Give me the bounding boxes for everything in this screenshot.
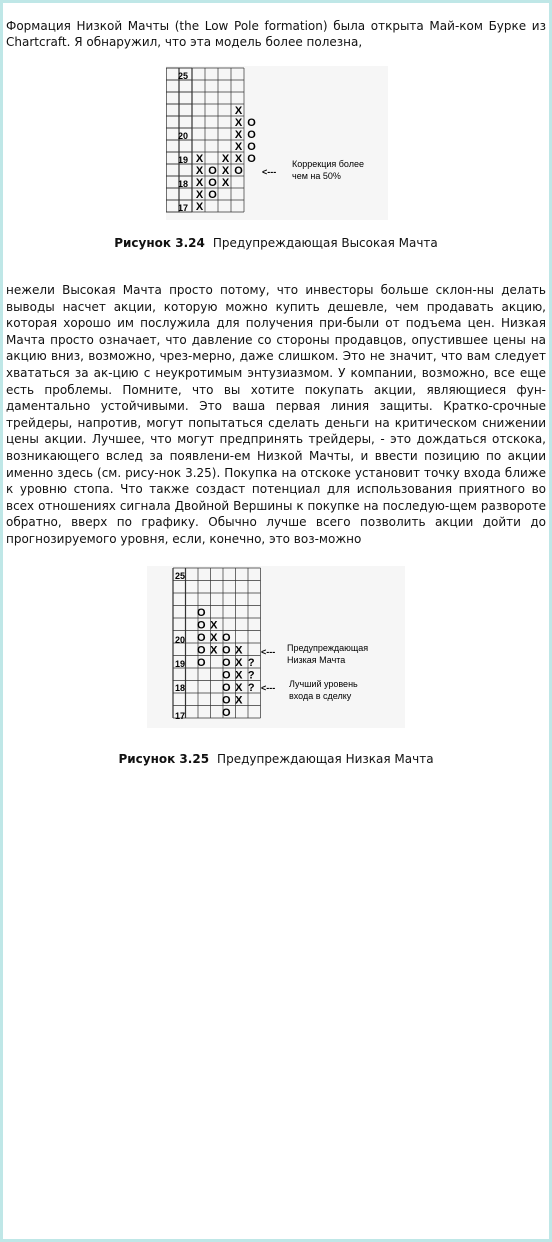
x-mark: X xyxy=(221,177,230,189)
x-mark: X xyxy=(235,644,243,657)
annotation-arrow: <--- xyxy=(262,167,277,177)
x-mark: X xyxy=(235,656,243,669)
annotation-1-line-1: Предупреждающая xyxy=(287,643,369,653)
x-mark: X xyxy=(195,201,204,213)
o-mark: O xyxy=(247,153,256,165)
price-label-20: 20 xyxy=(175,635,186,645)
x-mark: X xyxy=(195,177,204,189)
x-mark: X xyxy=(210,644,218,657)
o-mark: O xyxy=(196,644,206,657)
o-mark: O xyxy=(221,669,231,682)
body-paragraph-block xyxy=(6,282,546,548)
x-mark: X xyxy=(234,105,243,117)
o-mark: O xyxy=(247,129,256,141)
figure-1-caption-text: Предупреждающая Высокая Мачта xyxy=(212,236,438,250)
o-mark: O xyxy=(196,606,206,619)
price-label-19: 19 xyxy=(178,155,189,165)
x-mark: X xyxy=(235,669,243,682)
annotation-arrow-2: <--- xyxy=(261,683,276,693)
x-mark: X xyxy=(221,165,230,177)
o-mark: O xyxy=(221,681,231,694)
price-label-17: 17 xyxy=(178,203,189,213)
annotation-2-line-1: Лучший уровень xyxy=(289,679,358,689)
x-mark: X xyxy=(234,153,243,165)
o-mark: O xyxy=(196,631,206,644)
question-mark: ? xyxy=(247,669,255,682)
x-mark: X xyxy=(210,631,218,644)
annotation-line-2: чем на 50% xyxy=(292,171,341,181)
figure-high-pole-chart xyxy=(166,66,388,220)
o-mark: O xyxy=(221,656,231,669)
price-label-20: 20 xyxy=(178,131,189,141)
price-label-19: 19 xyxy=(175,659,186,669)
annotation-1-line-2: Низкая Мачта xyxy=(287,655,346,665)
o-mark: O xyxy=(247,117,256,129)
x-mark: X xyxy=(195,165,204,177)
figure-1-caption xyxy=(0,236,552,250)
question-mark: ? xyxy=(247,681,255,694)
price-label-25: 25 xyxy=(175,571,186,581)
price-label-18: 18 xyxy=(175,683,186,693)
o-mark: O xyxy=(247,141,256,153)
o-mark: O xyxy=(196,656,206,669)
annotation-line-1: Коррекция более xyxy=(292,159,364,169)
o-mark: O xyxy=(221,644,231,657)
x-mark: X xyxy=(234,141,243,153)
o-mark: O xyxy=(208,177,217,189)
x-mark: X xyxy=(234,117,243,129)
annotation-2-line-2: входа в сделку xyxy=(289,691,352,701)
o-mark: O xyxy=(221,706,231,719)
price-label-25: 25 xyxy=(178,71,189,81)
price-label-17: 17 xyxy=(175,711,186,721)
x-mark: X xyxy=(221,153,230,165)
o-mark: O xyxy=(221,694,231,707)
x-mark: X xyxy=(235,681,243,694)
o-mark: O xyxy=(208,189,217,201)
chart-marks xyxy=(197,607,255,719)
o-mark: O xyxy=(196,619,206,632)
figure-low-pole-chart xyxy=(147,566,405,728)
price-label-18: 18 xyxy=(178,179,189,189)
figure-2-caption xyxy=(0,752,552,766)
x-mark: X xyxy=(234,129,243,141)
x-mark: X xyxy=(195,153,204,165)
o-mark: O xyxy=(208,165,217,177)
x-mark: X xyxy=(195,189,204,201)
figure-1-caption-label: Рисунок 3.24 xyxy=(114,236,205,250)
intro-paragraph: Формация Низкой Мачты (the Low Pole formation) была открыта Май-ком Бурке из Chartcraft. Я обнаружил, что эта модель более полезна, xyxy=(6,19,546,50)
annotation-arrow-1: <--- xyxy=(261,647,276,657)
o-mark: O xyxy=(234,165,243,177)
question-mark: ? xyxy=(247,656,255,669)
x-mark: X xyxy=(210,619,218,632)
figure-2-caption-text: Предупреждающая Низкая Мачта xyxy=(217,752,434,766)
o-mark: O xyxy=(221,631,231,644)
body-paragraph: нежели Высокая Мачта просто потому, что инвесторы больше склон-ны делать выводы насчет акции, которую можно купить дешевле, чем продавать акцию, которая хорошо им послужила для получения при-были от подъема цен. Низкая Мачта просто означает, что давление со стороны продавцов, опустившее цены на акцию вниз, возможно, чрез-мерно, даже слишком. Это не значит, что вам следует хвататься за ак-цию с неукротимым энтузиазмом. У компании, возможно, все еще есть проблемы. Помните, что вы хотите покупать акции, являющиеся фун-даментально устойчивыми. Это ваша первая линия защиты. Кратко-срочные трейдеры, напротив, могут попытаться сделать деньги на критическом снижении цены акции. Лучшее, что могут предпринять трейдеры, - это дождаться отскока, возникающего вслед за появлени-ем Низкой Мачты, и ввести позицию по акции именно здесь (см. рису-нок 3.25). Покупка на отскоке установит точку входа ближе к уровню стопа. Что также создаст потенциал для использования приятного во всех отношениях сигнала Двойной Вершины к покупке на последую-щем развороте обратно, вверх по графику. Обычно лучше всего позволить акции дойти до прогнозируемого уровня, если, конечно, это воз-можно xyxy=(6,283,546,546)
intro-paragraph-block xyxy=(6,18,546,50)
figure-2-caption-label: Рисунок 3.25 xyxy=(118,752,210,766)
x-mark: X xyxy=(235,694,243,707)
